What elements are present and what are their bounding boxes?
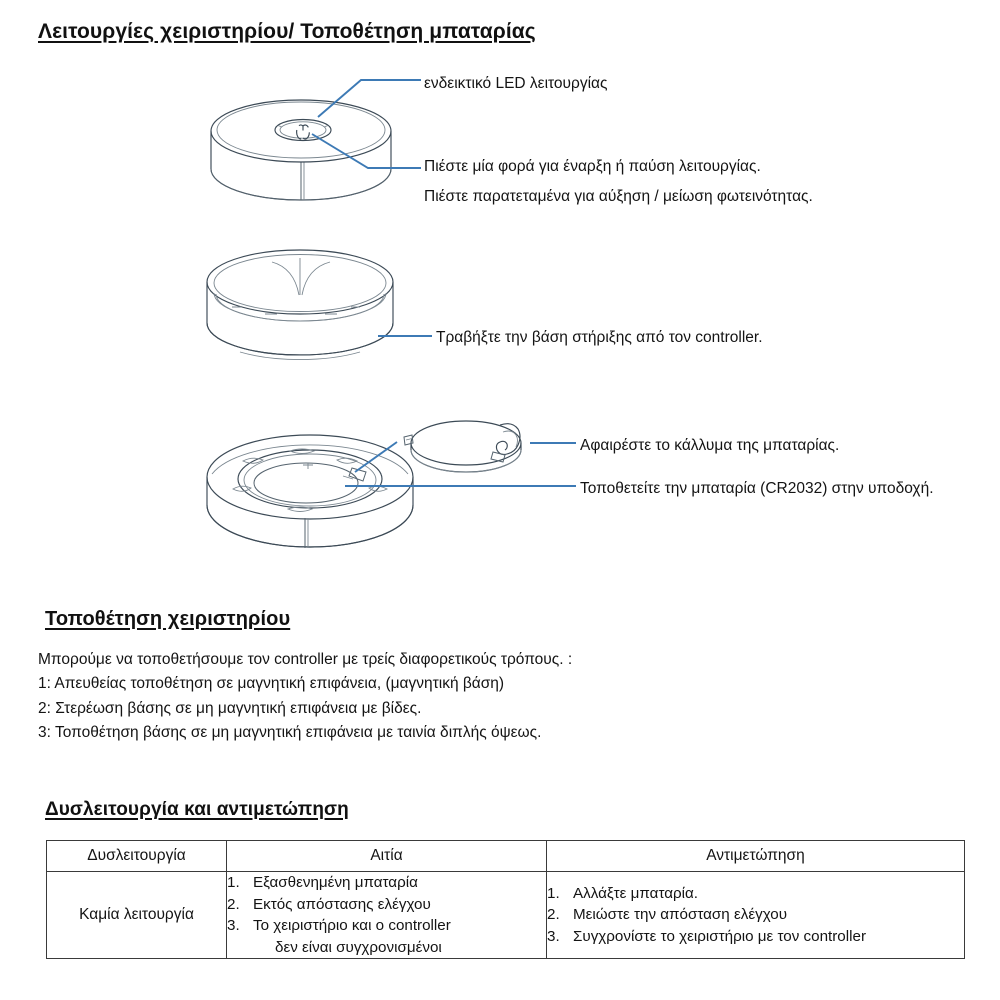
- placement-intro: Μπορούμε να τοποθετήσουμε τον controller με τρείς διαφορετικούς τρόπους. :: [38, 651, 573, 668]
- placement-option-1: 1: Απευθείας τοποθέτηση σε μαγνητική επιφάνεια, (μαγνητική βάση): [38, 675, 505, 693]
- cause-text-3-continuation: δεν είναι συγχρονισμένοι: [275, 938, 442, 956]
- list-item: [547, 904, 964, 926]
- cell-causes: [227, 872, 547, 959]
- callout-press-once: Πιέστε μία φορά για έναρξη ή παύση λειτουργίας.: [424, 158, 761, 175]
- placement-option-2: 2: Στερέωση βάσης σε μη μαγνητική επιφάνεια με βίδες.: [38, 699, 422, 717]
- table-header-cause: Αιτία: [227, 841, 547, 872]
- troubleshooting-table: [46, 840, 965, 959]
- section-heading-placement: Τοποθέτηση χειριστηρίου: [45, 608, 291, 630]
- table-header-symptom: Δυσλειτουργία: [47, 841, 227, 872]
- callout-press-hold: Πιέστε παρατεταμένα για αύξηση / μείωση φωτεινότητας.: [424, 188, 813, 205]
- cell-symptom: Καμία λειτουργία: [47, 872, 227, 959]
- fix-index-3: 3.: [547, 927, 560, 945]
- cause-text-2: Εκτός απόστασης ελέγχου: [253, 895, 431, 913]
- section-heading-troubleshooting: Δυσλειτουργία και αντιμετώπηση: [45, 799, 349, 820]
- cause-index-3: 3.: [227, 917, 240, 935]
- callout-pull-base: Τραβήξτε την βάση στήριξης από τον controller.: [436, 329, 763, 346]
- cell-fixes: [547, 872, 965, 959]
- list-item: [227, 894, 546, 916]
- fix-list: [547, 883, 964, 948]
- placement-instructions: [38, 648, 798, 746]
- controller-underside-illustration: [207, 435, 413, 548]
- controller-assembled-illustration: [211, 100, 391, 200]
- leader-line-press: [312, 134, 421, 168]
- leader-line-battery-slot: [355, 442, 397, 472]
- callout-remove-cover: Αφαιρέστε το κάλλυμα της μπαταρίας.: [580, 437, 840, 454]
- cause-text-3: Το χειριστήριο και ο controller: [253, 917, 451, 935]
- list-item: [547, 883, 964, 905]
- cause-text-3-wrap: [253, 915, 546, 958]
- table-header-row: [47, 841, 965, 872]
- callout-insert-battery: Τοποθετείτε την μπαταρία (CR2032) στην υποδοχή.: [580, 480, 934, 497]
- leader-line-led: [318, 80, 421, 117]
- placement-option-3: 3: Τοποθέτηση βάσης σε μη μαγνητική επιφάνεια με ταινία διπλής όψεως.: [38, 724, 542, 742]
- cause-text-1: Εξασθενημένη μπαταρία: [253, 874, 418, 891]
- fix-text-2: Μειώστε την απόσταση ελέγχου: [573, 906, 788, 924]
- battery-cover-illustration: [404, 421, 521, 472]
- cause-list: [227, 872, 546, 958]
- fix-index-2: 2.: [547, 906, 560, 924]
- cause-index-1: 1.: [227, 874, 240, 891]
- list-item: [227, 872, 546, 894]
- callout-led-indicator: ενδεικτικό LED λειτουργίας: [424, 75, 608, 92]
- fix-index-1: 1.: [547, 884, 560, 902]
- mounting-base-ring-illustration: [207, 250, 393, 360]
- fix-text-1: Αλλάξτε μπαταρία.: [573, 884, 699, 902]
- page-title: Λειτουργίες χειριστηρίου/ Τοποθέτηση μπαταρίας: [38, 20, 536, 43]
- table-row: [47, 872, 965, 959]
- cause-index-2: 2.: [227, 895, 240, 913]
- fix-text-3: Συγχρονίστε το χειριστήριο με τον controller: [573, 927, 867, 945]
- list-item: [547, 926, 964, 948]
- list-item: [227, 915, 546, 958]
- table-header-fix: Αντιμετώπηση: [547, 841, 965, 872]
